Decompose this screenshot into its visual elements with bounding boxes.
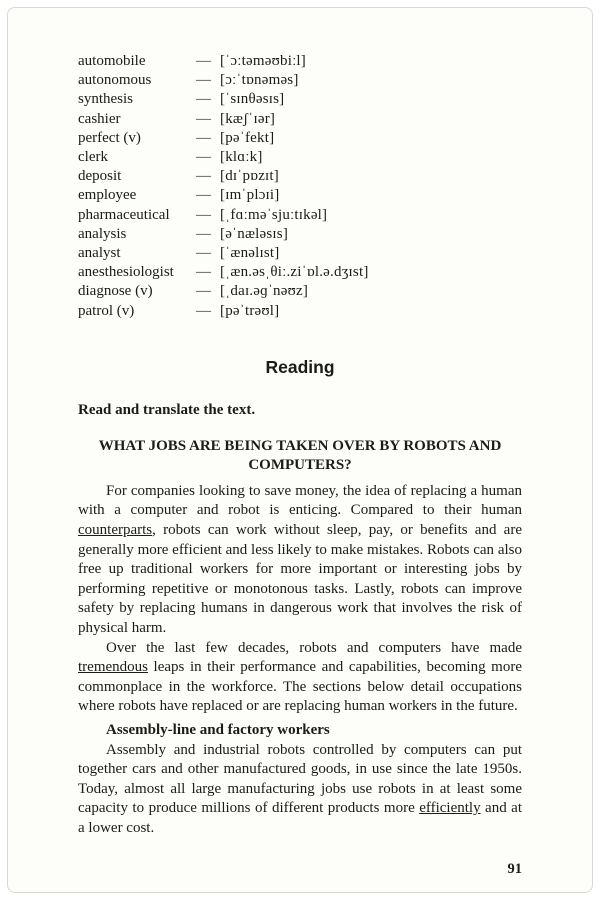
instruction-text: Read and translate the text.: [78, 401, 256, 418]
vocab-row: [78, 110, 522, 129]
paragraph-1: [78, 482, 522, 639]
page-number: 91: [507, 861, 522, 877]
vocab-row: [78, 206, 522, 225]
vocab-row: [78, 129, 522, 148]
paragraph-2-text: Over the last few decades, robots and computers have made: [106, 639, 522, 656]
vocab-transcription: [ɔːˈtɒnəməs]: [220, 72, 299, 89]
vocab-transcription: [kæʃˈɪər]: [220, 110, 276, 127]
vocab-word: automobile: [78, 53, 146, 69]
vocab-dash: —: [196, 245, 211, 262]
vocab-dash: —: [196, 72, 211, 89]
vocab-word: deposit: [78, 168, 122, 185]
paragraph-2: [78, 639, 522, 717]
vocab-row: [78, 167, 522, 186]
vocab-dash: —: [196, 53, 211, 69]
paragraph-1-text: , robots can work without sleep, pay, or benefits and are generally more efficient and less likely to make mistakes. Robots can also free up traditional workers for more important or interesting jobs by performing repetitive or monotonous tasks. Lastly, robots can improve safety by replacing humans in dangerous work that involves the risk of physical harm.: [78, 522, 522, 636]
paragraph-2-text: leaps in their performance and capabilities, becoming more commonplace in the workforce. The sections below detail occupations where robots have replaced or are replacing human workers in the future.: [78, 659, 522, 715]
vocab-word: synthesis: [78, 91, 134, 108]
paragraph-1-text: For companies looking to save money, the idea of replacing a human with a computer and robot is enticing. Compared to their human: [78, 482, 522, 519]
vocab-transcription: [ˌdaɪ.əɡˈnəʊz]: [220, 283, 309, 300]
vocab-transcription: [pəˈfekt]: [220, 129, 275, 146]
article-subheading: Assembly-line and factory workers: [106, 721, 330, 738]
vocab-dash: —: [196, 91, 211, 108]
vocab-transcription: [pəˈtrəʊl]: [220, 302, 280, 319]
vocab-dash: —: [196, 225, 211, 242]
vocab-word: perfect (v): [78, 129, 141, 146]
vocab-word: analysis: [78, 225, 127, 242]
vocab-transcription: [əˈnæləsɪs]: [220, 225, 289, 242]
vocab-word: autonomous: [78, 72, 152, 89]
vocab-word: analyst: [78, 245, 121, 262]
underlined-word-counterparts: counterparts: [78, 522, 153, 539]
vocab-dash: —: [196, 149, 211, 166]
paragraph-3-text: Assembly and industrial robots controlled by computers can put together cars and other manufactured goods, in use since the late 1950s. Today, almost all large manufacturing jobs use robots in at least some capacity to produce millions of different products more: [78, 741, 522, 817]
vocab-transcription: [ˌæn.əsˌθiː.ziˈɒl.ə.dʒɪst]: [220, 264, 369, 281]
vocab-word: pharmaceutical: [78, 206, 170, 223]
vocab-word: patrol (v): [78, 302, 135, 319]
vocab-row: [78, 186, 522, 205]
vocab-row: [78, 52, 522, 71]
vocab-dash: —: [196, 264, 211, 281]
vocab-row: [78, 90, 522, 109]
vocab-dash: —: [196, 168, 211, 185]
vocab-row: [78, 244, 522, 263]
vocab-dash: —: [196, 302, 211, 319]
book-page: [7, 7, 593, 893]
vocab-dash: —: [196, 129, 211, 146]
vocab-word: diagnose (v): [78, 283, 153, 300]
vocab-transcription: [ˈsɪnθəsɪs]: [220, 91, 285, 108]
paragraph-3-text: and at a lower cost.: [78, 800, 522, 836]
vocab-word: anesthesiologist: [78, 264, 174, 281]
vocab-row: [78, 302, 522, 321]
article-title: WHAT JOBS ARE BEING TAKEN OVER BY ROBOTS AND COMPUTERS?: [98, 437, 502, 474]
reading-section-heading: Reading: [265, 356, 335, 377]
vocab-transcription: [ˈænəlɪst]: [220, 245, 280, 262]
vocab-transcription: [ˌfɑːməˈsjuːtɪkəl]: [220, 206, 328, 223]
vocab-row: [78, 225, 522, 244]
vocab-row: [78, 71, 522, 90]
vocab-transcription: [ɪmˈplɔɪi]: [220, 187, 280, 204]
vocab-word: employee: [78, 187, 137, 204]
vocabulary-list: [78, 52, 522, 321]
vocab-transcription: [ˈɔːtəməʊbiːl]: [220, 53, 306, 69]
vocab-word: clerk: [78, 149, 108, 166]
vocab-word: cashier: [78, 110, 121, 127]
vocab-row: [78, 263, 522, 282]
underlined-word-efficiently: efficiently: [419, 800, 481, 817]
vocab-dash: —: [196, 187, 211, 204]
vocab-dash: —: [196, 110, 211, 127]
vocab-row: [78, 148, 522, 167]
vocab-transcription: [dɪˈpɒzɪt]: [220, 168, 279, 185]
paragraph-3: [78, 741, 522, 839]
vocab-transcription: [klɑːk]: [220, 149, 263, 166]
vocab-dash: —: [196, 283, 211, 300]
vocab-dash: —: [196, 206, 211, 223]
vocab-row: [78, 282, 522, 301]
underlined-word-tremendous: tremendous: [78, 659, 148, 676]
